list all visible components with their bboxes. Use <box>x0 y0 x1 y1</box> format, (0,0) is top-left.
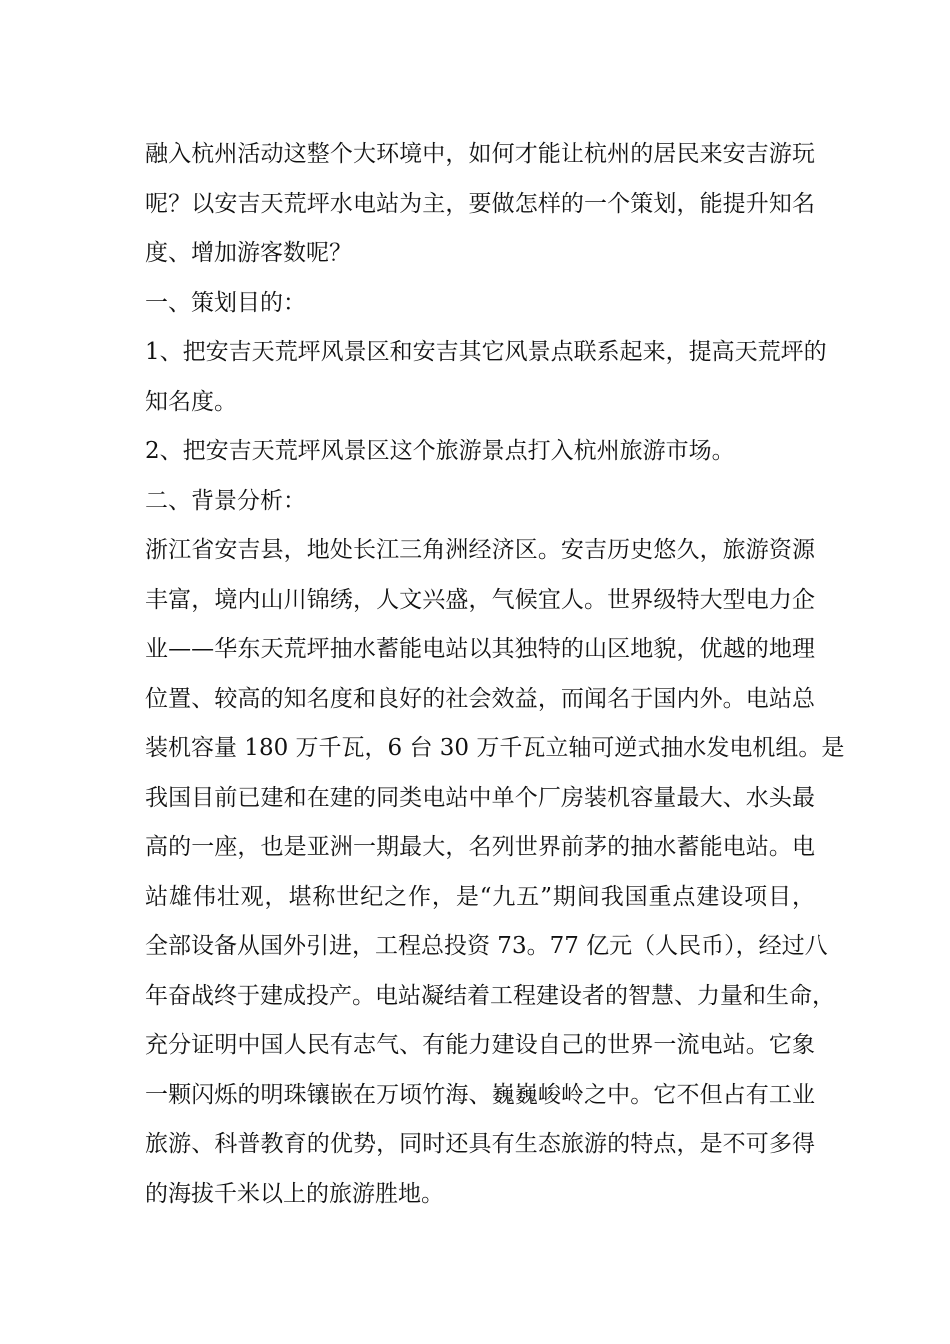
text-line: 呢？以安吉天荒坪水电站为主，要做怎样的一个策划，能提升知名 <box>145 190 815 217</box>
text-line: 位置、较高的知名度和良好的社会效益，而闻名于国内外。电站总 <box>145 685 815 712</box>
text-line: 知名度。 <box>145 388 237 415</box>
document-body <box>145 130 845 1219</box>
text-line: 融入杭州活动这整个大环境中，如何才能让杭州的居民来安吉游玩 <box>145 141 815 167</box>
text-line: 充分证明中国人民有志气、有能力建设自己的世界一流电站。它象 <box>145 1032 815 1058</box>
text-line: 我国目前已建和在建的同类电站中单个厂房装机容量最大、水头最 <box>145 784 815 811</box>
section-heading-purpose: 一、策划目的： <box>145 289 306 316</box>
text-line: 丰富，境内山川锦绣，人文兴盛，气候宜人。世界级特大型电力企 <box>145 586 815 613</box>
section-heading-background: 二、背景分析： <box>145 487 306 514</box>
text-line: 一颗闪烁的明珠镶嵌在万顷竹海、巍巍峻岭之中。它不但占有工业 <box>145 1081 815 1108</box>
text-line: 的海拔千米以上的旅游胜地。 <box>145 1180 444 1207</box>
text-line: 站雄伟壮观，堪称世纪之作，是“九五”期间我国重点建设项目， <box>145 883 815 910</box>
text-line: 度、增加游客数呢？ <box>145 240 352 266</box>
text-line: 全部设备从国外引进，工程总投资 73。77 亿元（人民币），经过八 <box>145 933 828 959</box>
text-line: 业——华东天荒坪抽水蓄能电站以其独特的山区地貌，优越的地理 <box>145 636 815 662</box>
text-line: 1、把安吉天荒坪风景区和安吉其它风景点联系起来，提高天荒坪的 <box>145 339 827 365</box>
text-line: 旅游、科普教育的优势，同时还具有生态旅游的特点，是不可多得 <box>145 1131 815 1157</box>
text-line: 浙江省安吉县，地处长江三角洲经济区。安吉历史悠久，旅游资源 <box>145 537 815 563</box>
text-line: 年奋战终于建成投产。电站凝结着工程建设者的智慧、力量和生命， <box>145 982 835 1009</box>
text-line: 装机容量 180 万千瓦，6 台 30 万千瓦立轴可逆式抽水发电机组。是 <box>145 735 845 761</box>
text-line: 高的一座，也是亚洲一期最大，名列世界前茅的抽水蓄能电站。电 <box>145 834 815 860</box>
text-line: 2、把安吉天荒坪风景区这个旅游景点打入杭州旅游市场。 <box>145 438 735 464</box>
